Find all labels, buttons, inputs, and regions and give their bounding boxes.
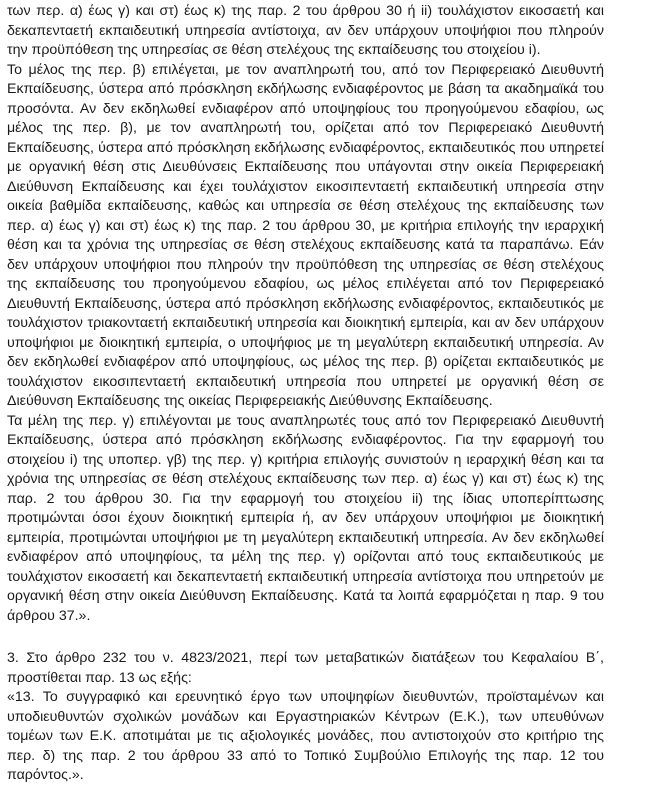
paragraph-spacer <box>7 626 604 649</box>
paragraph-13-text: «13. Το συγγραφικό και ερευνητικό έργο των υποψηφίων διευθυντών, προϊσταμένων και υποδιευθυντών σχολικών μονάδων και Εργαστηριακών Κέντρων (Ε.Κ.), των υπευθύνων τομέων των Ε.Κ. αποτιμάται με τις αξιολογικές μονάδες, που αντιστοιχούν στο κριτήριο της περ. δ) της παρ. 2 του άρθρου 33 από το Τοπικό Συμβούλιο Επιλογής της παρ. 12 του παρόντος.». <box>7 689 604 783</box>
paragraph-members-c: Τα μέλη της περ. γ) επιλέγονται με τους αναπληρωτές τους από τον Περιφερειακό Διευθυντή Εκπαίδευσης, ύστερα από πρόσκληση εκδήλωσης ενδιαφέροντος. Για την εφαρμογή του στοιχείου i) της υποπερ. γβ) της περ. γ) κριτήρια επιλογής συνιστούν η ιεραρχική θέση και τα χρόνια της υπηρεσίας σε θέση στελέχους εκπαίδευσης των περ. α) έως γ) και στ) έως κ) της παρ. 2 του άρθρου 30. Για την εφαρμογή του στοιχείου ii) της ίδιας υποπερίπτωσης προτιμώνται όσοι έχουν διοικητική εμπειρία ή, αν δεν υπάρχουν υποψήφιοι με διοικητική εμπειρία, προτιμώνται υποψήφιοι με τη μεγαλύτερη εκπαιδευτική υπηρεσία. Αν δεν εκδηλωθεί ενδιαφέρον από υποψηφίους, τα μέλη της περ. γ) ορίζονται από τους εκπαιδευτικούς με τουλάχιστον εικοσαετή και δεκαπενταετή εκπαιδευτική υπηρεσία αντίστοιχα που υπηρετούν με οργανική θέση στην οικεία Διεύθυνση Εκπαίδευσης. Κατά τα λοιπά εφαρμόζεται η παρ. 9 του άρθρου 37.». <box>7 412 604 624</box>
paragraph-member-b: Το μέλος της περ. β) επιλέγεται, με τον αναπληρωτή του, από τον Περιφερειακό Διευθυντή Εκπαίδευσης, ύστερα από πρόσκληση εκδήλωσης ενδιαφέροντος με βάση τα ακαδημαϊκά του προσόντα. Αν δεν εκδηλωθεί ενδιαφέρον από υποψηφίους του προηγούμενου εδαφίου, ως μέλος της περ. β), με τον αναπληρωτή του, ορίζεται από τον Περιφερειακό Διευθυντή Εκπαίδευσης, ύστερα από πρόσκληση εκδήλωσης ενδιαφέροντος, εκπαιδευτικός που υπηρετεί με οργανική θέση στις Διευθύνσεις Εκπαίδευσης που υπάγονται στην οικεία Περιφερειακή Διεύθυνση Εκπαίδευσης και έχει τουλάχιστον εικοσιπενταετή εκπαιδευτική υπηρεσία στην οικεία βαθμίδα εκπαίδευσης, καθώς και υπηρεσία σε θέση στελέχους της εκπαίδευσης των περ. α) έως γ) και στ) έως κ) της παρ. 2 του άρθρου 30, με κριτήρια επιλογής την ιεραρχική θέση και τα χρόνια της υπηρεσίας σε θέση στελέχους εκπαίδευσης κατά τα παραπάνω. Εάν δεν υπάρχουν υποψήφιοι που πληρούν την προϋπόθεση της υπηρεσίας σε θέση στελέχους της εκπαίδευσης του προηγούμενου εδαφίου, ως μέλος επιλέγεται από τον Περιφερειακό Διευθυντή Εκπαίδευσης, ύστερα από πρόσκληση εκδήλωσης ενδιαφέροντος, εκπαιδευτικός με τουλάχιστον τριακονταετή εκπαιδευτική υπηρεσία και διοικητική εμπειρία, και αν δεν υπάρχουν υποψήφιοι με διοικητική εμπειρία, ο υποψήφιος με τη μεγαλύτερη εκπαιδευτική υπηρεσία. Αν δεν εκδηλωθεί ενδιαφέρον από υποψηφίους, ως μέλος της περ. β) ορίζεται εκπαιδευτικός με τουλάχιστον εικοσιπενταετή εκπαιδευτική υπηρεσία που υπηρετεί με οργανική θέση σε Διεύθυνση Εκπαίδευσης της οικείας Περιφερειακής Διεύθυνσης Εκπαίδευσης. <box>7 61 604 409</box>
paragraph-continuation: των περ. α) έως γ) και στ) έως κ) της παρ. 2 του άρθρου 30 ή ii) τουλάχιστον εικοσαετή και δεκαπενταετή εκπαιδευτική υπηρεσία αντίστοιχα, αν δεν υπάρχουν υποψήφιοι που πληρούν την προϋπόθεση της υπηρεσίας σε θέση στελέχους της εκπαίδευσης του στοιχείου i). <box>7 3 604 58</box>
paragraph-article-232-intro: 3. Στο άρθρο 232 του ν. 4823/2021, περί των μεταβατικών διατάξεων του Κεφαλαίου Β΄, προστίθεται παρ. 13 ως εξής: <box>7 650 604 686</box>
document-page <box>7 2 604 786</box>
